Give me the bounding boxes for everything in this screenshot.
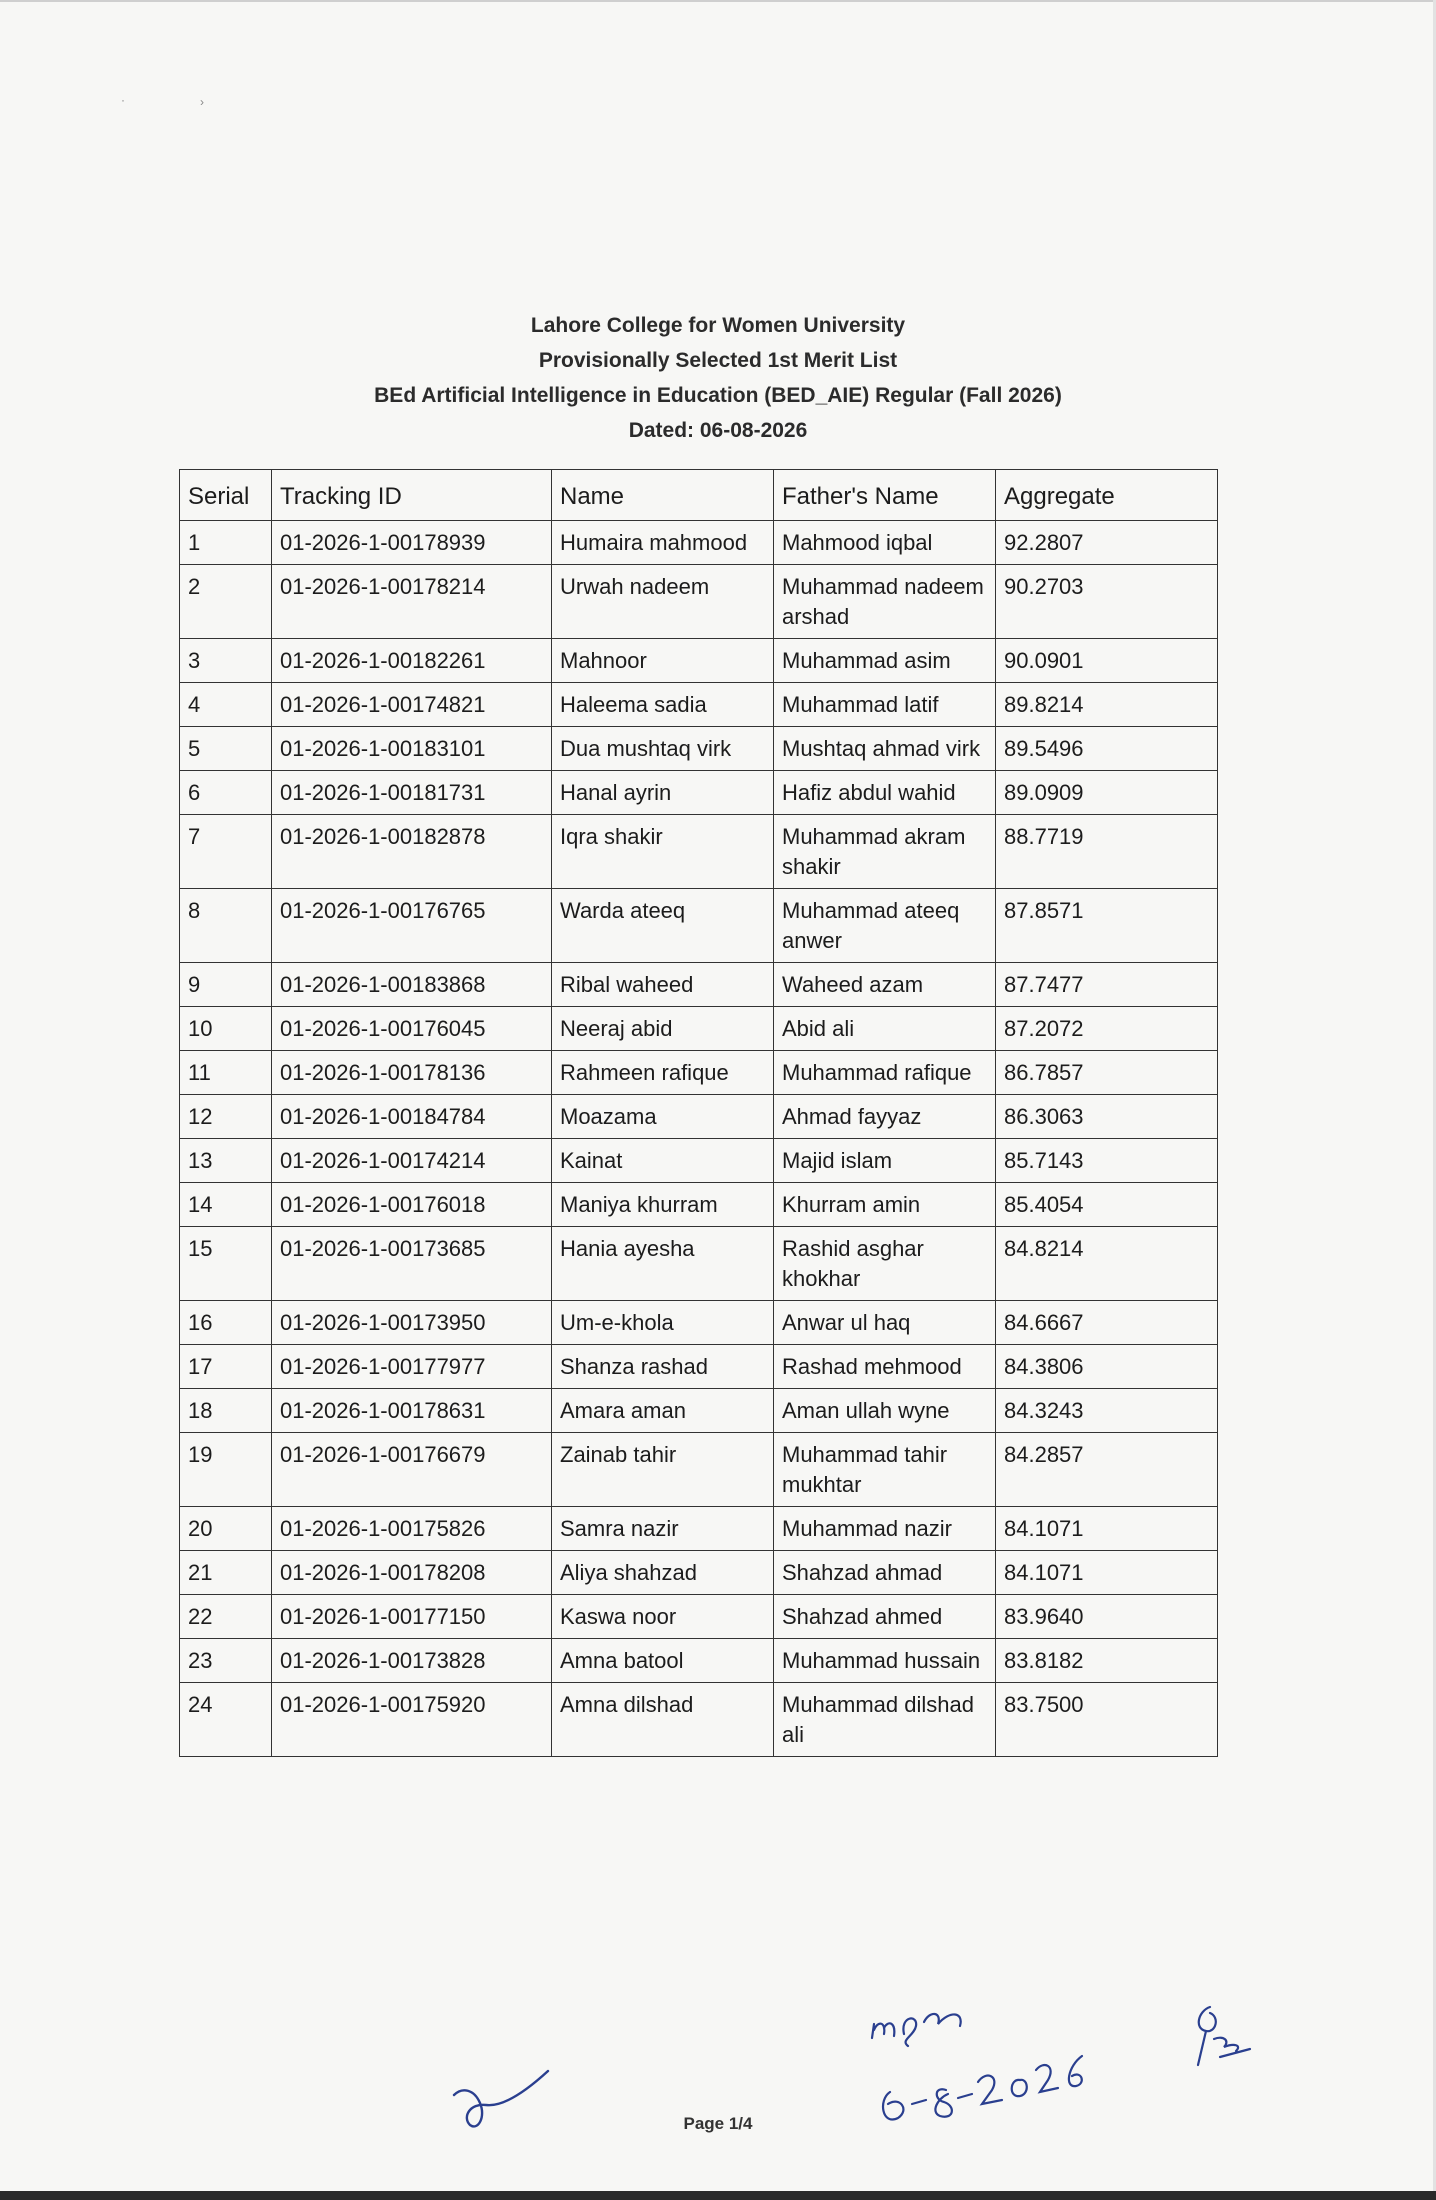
scan-speck: · (121, 93, 125, 107)
list-title: Provisionally Selected 1st Merit List (538, 349, 898, 372)
fathers-name-cell: Muhammad nadeem arshad (774, 565, 996, 639)
name-cell: Amara aman (552, 1389, 774, 1433)
serial-cell: 7 (180, 815, 272, 889)
fathers-name-cell: Muhammad nazir (774, 1507, 996, 1551)
fathers-name-cell: Rashad mehmood (774, 1345, 996, 1389)
serial-cell: 19 (180, 1433, 272, 1507)
fathers-name-cell: Shahzad ahmed (774, 1595, 996, 1639)
tracking-id-cell: 01-2026-1-00178939 (272, 521, 552, 565)
serial-cell: 15 (180, 1227, 272, 1301)
tracking-id-cell: 01-2026-1-00176018 (272, 1183, 552, 1227)
serial-cell: 1 (180, 521, 272, 565)
serial-cell: 9 (180, 963, 272, 1007)
aggregate-cell: 87.2072 (996, 1007, 1218, 1051)
scan-edge-top (0, 0, 1436, 2)
serial-cell: 18 (180, 1389, 272, 1433)
fathers-name-cell: Muhammad tahir mukhtar (774, 1433, 996, 1507)
fathers-name-cell: Khurram amin (774, 1183, 996, 1227)
table-row (180, 1389, 1218, 1433)
name-cell: Moazama (552, 1095, 774, 1139)
fathers-name-cell: Majid islam (774, 1139, 996, 1183)
fathers-name-cell: Abid ali (774, 1007, 996, 1051)
name-cell: Urwah nadeem (552, 565, 774, 639)
tracking-id-cell: 01-2026-1-00176045 (272, 1007, 552, 1051)
fathers-name-cell: Aman ullah wyne (774, 1389, 996, 1433)
fathers-name-cell: Muhammad latif (774, 683, 996, 727)
aggregate-cell: 84.6667 (996, 1301, 1218, 1345)
table-row (180, 1051, 1218, 1095)
tracking-id-cell: 01-2026-1-00177150 (272, 1595, 552, 1639)
tracking-id-cell: 01-2026-1-00174214 (272, 1139, 552, 1183)
tracking-id-cell: 01-2026-1-00173828 (272, 1639, 552, 1683)
aggregate-cell: 84.8214 (996, 1227, 1218, 1301)
signature-right-initials (1180, 1995, 1260, 2075)
name-cell: Humaira mahmood (552, 521, 774, 565)
table-row (180, 1683, 1218, 1757)
aggregate-cell: 86.3063 (996, 1095, 1218, 1139)
fathers-name-cell: Waheed azam (774, 963, 996, 1007)
aggregate-cell: 85.7143 (996, 1139, 1218, 1183)
tracking-id-cell: 01-2026-1-00181731 (272, 771, 552, 815)
name-cell: Amna batool (552, 1639, 774, 1683)
aggregate-cell: 87.8571 (996, 889, 1218, 963)
aggregate-cell: 83.7500 (996, 1683, 1218, 1757)
name-cell: Um-e-khola (552, 1301, 774, 1345)
tracking-id-cell: 01-2026-1-00184784 (272, 1095, 552, 1139)
tracking-id-cell: 01-2026-1-00182878 (272, 815, 552, 889)
table-row (180, 815, 1218, 889)
aggregate-cell: 87.7477 (996, 963, 1218, 1007)
aggregate-cell: 84.3806 (996, 1345, 1218, 1389)
aggregate-cell: 89.5496 (996, 727, 1218, 771)
table-row (180, 889, 1218, 963)
tracking-id-cell: 01-2026-1-00175826 (272, 1507, 552, 1551)
table-row (180, 1183, 1218, 1227)
dated-line: Dated: 06-08-2026 (628, 419, 808, 442)
tracking-id-cell: 01-2026-1-00178631 (272, 1389, 552, 1433)
name-cell: Kaswa noor (552, 1595, 774, 1639)
table-row (180, 521, 1218, 565)
institution-name: Lahore College for Women University (530, 314, 906, 337)
serial-cell: 12 (180, 1095, 272, 1139)
table-row (180, 1433, 1218, 1507)
table-row (180, 963, 1218, 1007)
column-header-name: Name (552, 470, 774, 521)
tracking-id-cell: 01-2026-1-00175920 (272, 1683, 552, 1757)
fathers-name-cell: Muhammad akram shakir (774, 815, 996, 889)
column-header-fathers-name: Father's Name (774, 470, 996, 521)
page-number: Page 1/4 (683, 2114, 753, 2133)
scan-edge-bottom (0, 2191, 1436, 2200)
merit-list-table (179, 469, 1218, 1757)
column-header-tracking-id: Tracking ID (272, 470, 552, 521)
fathers-name-cell: Shahzad ahmad (774, 1551, 996, 1595)
name-cell: Zainab tahir (552, 1433, 774, 1507)
serial-cell: 24 (180, 1683, 272, 1757)
fathers-name-cell: Mahmood iqbal (774, 521, 996, 565)
tracking-id-cell: 01-2026-1-00177977 (272, 1345, 552, 1389)
serial-cell: 22 (180, 1595, 272, 1639)
table-row (180, 639, 1218, 683)
document-header (0, 308, 1436, 448)
name-cell: Amna dilshad (552, 1683, 774, 1757)
column-header-aggregate: Aggregate (996, 470, 1218, 521)
serial-cell: 21 (180, 1551, 272, 1595)
handwritten-initials-and-date (860, 2000, 1100, 2150)
name-cell: Haleema sadia (552, 683, 774, 727)
table-row (180, 565, 1218, 639)
name-cell: Rahmeen rafique (552, 1051, 774, 1095)
name-cell: Iqra shakir (552, 815, 774, 889)
aggregate-cell: 84.1071 (996, 1507, 1218, 1551)
table-row (180, 1301, 1218, 1345)
table-row (180, 1095, 1218, 1139)
table-row (180, 1007, 1218, 1051)
fathers-name-cell: Muhammad rafique (774, 1051, 996, 1095)
table-row (180, 1551, 1218, 1595)
serial-cell: 8 (180, 889, 272, 963)
signature-left-mark (440, 2055, 570, 2150)
table-row (180, 1227, 1218, 1301)
tracking-id-cell: 01-2026-1-00176679 (272, 1433, 552, 1507)
name-cell: Hanal ayrin (552, 771, 774, 815)
serial-cell: 6 (180, 771, 272, 815)
name-cell: Ribal waheed (552, 963, 774, 1007)
aggregate-cell: 90.0901 (996, 639, 1218, 683)
fathers-name-cell: Hafiz abdul wahid (774, 771, 996, 815)
serial-cell: 2 (180, 565, 272, 639)
table-body (180, 521, 1218, 1757)
aggregate-cell: 84.2857 (996, 1433, 1218, 1507)
name-cell: Aliya shahzad (552, 1551, 774, 1595)
fathers-name-cell: Muhammad asim (774, 639, 996, 683)
table-row (180, 683, 1218, 727)
fathers-name-cell: Ahmad fayyaz (774, 1095, 996, 1139)
serial-cell: 16 (180, 1301, 272, 1345)
name-cell: Hania ayesha (552, 1227, 774, 1301)
table-row (180, 1639, 1218, 1683)
table-row (180, 1345, 1218, 1389)
program-title: BEd Artificial Intelligence in Education (BED_AIE) Regular (Fall 2026) (374, 384, 1062, 407)
column-header-serial: Serial (180, 470, 272, 521)
aggregate-cell: 88.7719 (996, 815, 1218, 889)
aggregate-cell: 92.2807 (996, 521, 1218, 565)
tracking-id-cell: 01-2026-1-00178208 (272, 1551, 552, 1595)
name-cell: Dua mushtaq virk (552, 727, 774, 771)
name-cell: Mahnoor (552, 639, 774, 683)
table-row (180, 1507, 1218, 1551)
aggregate-cell: 89.8214 (996, 683, 1218, 727)
table-row (180, 771, 1218, 815)
fathers-name-cell: Mushtaq ahmad virk (774, 727, 996, 771)
aggregate-cell: 84.1071 (996, 1551, 1218, 1595)
aggregate-cell: 85.4054 (996, 1183, 1218, 1227)
fathers-name-cell: Muhammad ateeq anwer (774, 889, 996, 963)
serial-cell: 20 (180, 1507, 272, 1551)
table-row (180, 727, 1218, 771)
aggregate-cell: 83.9640 (996, 1595, 1218, 1639)
serial-cell: 14 (180, 1183, 272, 1227)
scan-speck: › (200, 95, 204, 109)
serial-cell: 4 (180, 683, 272, 727)
name-cell: Warda ateeq (552, 889, 774, 963)
table-row (180, 1139, 1218, 1183)
tracking-id-cell: 01-2026-1-00173950 (272, 1301, 552, 1345)
name-cell: Samra nazir (552, 1507, 774, 1551)
serial-cell: 17 (180, 1345, 272, 1389)
tracking-id-cell: 01-2026-1-00182261 (272, 639, 552, 683)
fathers-name-cell: Muhammad hussain (774, 1639, 996, 1683)
serial-cell: 11 (180, 1051, 272, 1095)
aggregate-cell: 83.8182 (996, 1639, 1218, 1683)
name-cell: Maniya khurram (552, 1183, 774, 1227)
aggregate-cell: 90.2703 (996, 565, 1218, 639)
serial-cell: 10 (180, 1007, 272, 1051)
serial-cell: 23 (180, 1639, 272, 1683)
tracking-id-cell: 01-2026-1-00173685 (272, 1227, 552, 1301)
serial-cell: 3 (180, 639, 272, 683)
tracking-id-cell: 01-2026-1-00183868 (272, 963, 552, 1007)
table-row (180, 1595, 1218, 1639)
tracking-id-cell: 01-2026-1-00183101 (272, 727, 552, 771)
aggregate-cell: 89.0909 (996, 771, 1218, 815)
tracking-id-cell: 01-2026-1-00178136 (272, 1051, 552, 1095)
tracking-id-cell: 01-2026-1-00176765 (272, 889, 552, 963)
serial-cell: 5 (180, 727, 272, 771)
name-cell: Kainat (552, 1139, 774, 1183)
fathers-name-cell: Rashid asghar khokhar (774, 1227, 996, 1301)
aggregate-cell: 86.7857 (996, 1051, 1218, 1095)
name-cell: Neeraj abid (552, 1007, 774, 1051)
name-cell: Shanza rashad (552, 1345, 774, 1389)
serial-cell: 13 (180, 1139, 272, 1183)
table-header-row (180, 470, 1218, 521)
fathers-name-cell: Muhammad dilshad ali (774, 1683, 996, 1757)
fathers-name-cell: Anwar ul haq (774, 1301, 996, 1345)
tracking-id-cell: 01-2026-1-00174821 (272, 683, 552, 727)
tracking-id-cell: 01-2026-1-00178214 (272, 565, 552, 639)
aggregate-cell: 84.3243 (996, 1389, 1218, 1433)
